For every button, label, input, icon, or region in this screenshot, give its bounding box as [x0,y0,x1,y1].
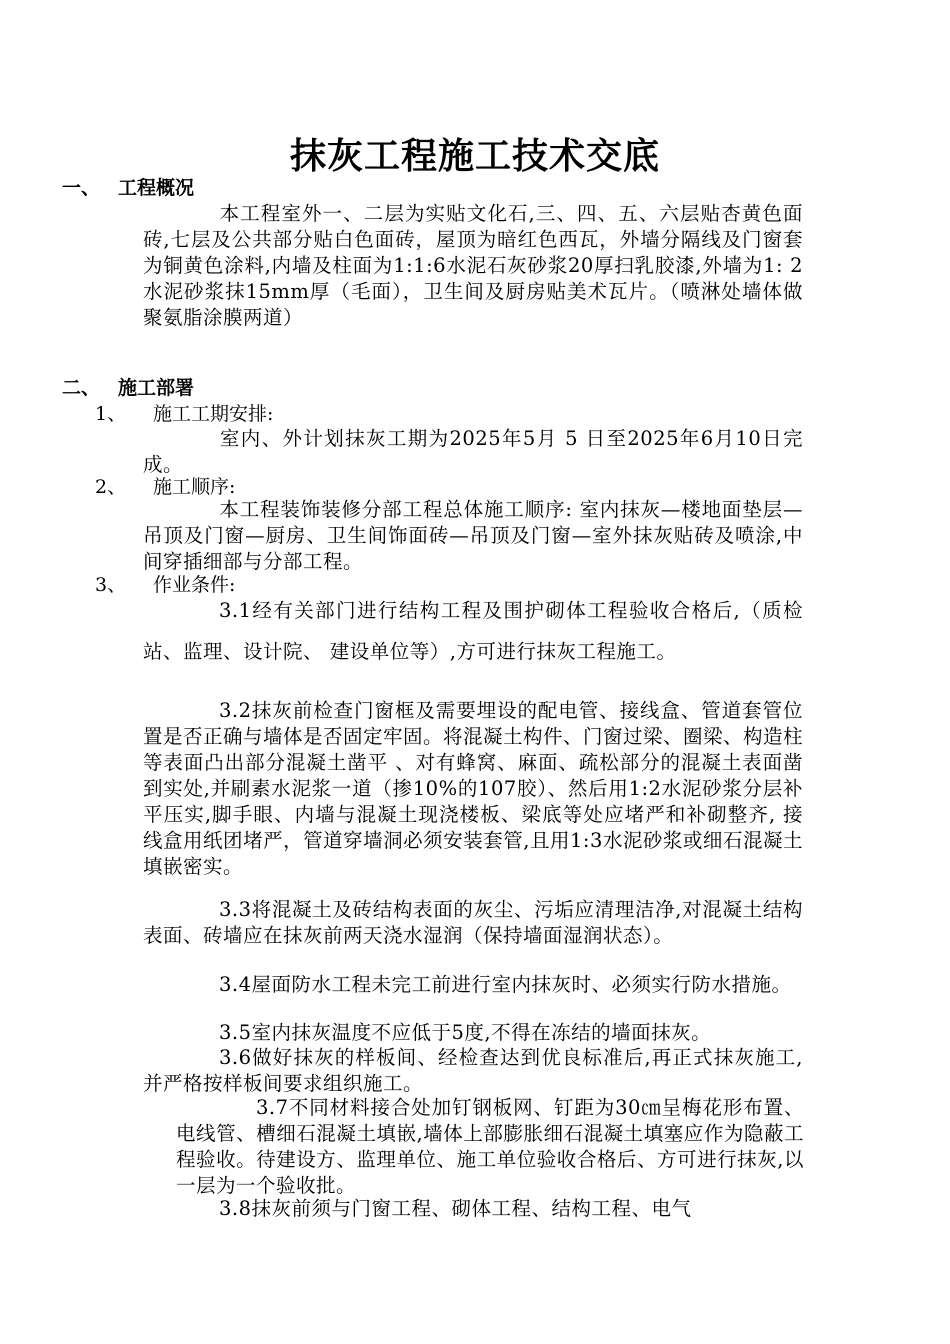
sequence-paragraph [143,497,803,575]
section-heading-overview [62,176,194,200]
item-label: 施工顺序: [153,476,236,498]
section-heading-deployment [62,376,194,400]
schedule-paragraph [143,426,803,478]
sequence-text: 本工程装饰装修分部工程总体施工顺序: 室内抹灰—楼地面垫层—吊顶及门窗—厨房、卫生间饰面砖—吊顶及门窗—室外抹灰贴砖及喷涂,中间穿插细部与分部工程。 [143,498,803,573]
condition-text: 3.5室内抹灰温度不应低于5度,不得在冻结的墙面抹灰。 [219,1021,712,1044]
item-schedule [95,402,273,426]
condition-3-7 [176,1095,804,1199]
overview-text: 本工程室外一、二层为实贴文化石,三、四、五、六层贴杏黄色面砖,七层及公共部分贴白色面砖，屋顶为暗红色西瓦，外墙分隔线及门窗套为铜黄色涂料,内墙及柱面为1:1:6水泥石灰砂浆20厚扫乳胶漆,外墙为1: 2水泥砂浆抹15mm厚（毛面），卫生间及厨房贴美术瓦片。（喷淋处墙体做聚氨脂涂膜两道） [143,202,803,329]
condition-3-6 [143,1045,803,1097]
item-number: 1、 [95,403,127,425]
condition-text: 3.7不同材料接合处加钉钢板网、钉距为30㎝呈梅花形布置、电线管、槽细石混凝土填嵌,墙体上部膨胀细石混凝土填塞应作为隐蔽工程验收。待建设方、监理单位、施工单位验收合格后、方可进行抹灰,以一层为一个验收批。 [176,1096,804,1197]
condition-3-3 [143,897,803,949]
condition-text: 3.3将混凝土及砖结构表面的灰尘、污垢应清理洁净,对混凝土结构表面、砖墙应在抹灰前两天浇水湿润（保持墙面湿润状态）。 [143,898,803,947]
condition-3-2 [143,698,803,880]
schedule-text: 室内、外计划抹灰工期为2025年5月 5 日至2025年6月10日完成。 [143,427,803,476]
condition-3-1 [143,590,803,672]
section-title: 工程概况 [118,177,195,199]
condition-text: 3.4屋面防水工程未完工前进行室内抹灰时、必须实行防水措施。 [219,973,792,996]
condition-3-4 [143,972,803,998]
section-number: 一、 [62,177,101,199]
section-number: 二、 [62,377,101,399]
condition-text: 3.6做好抹灰的样板间、经检查达到优良标准后,再正式抹灰施工,并严格按样板间要求组织施工。 [143,1046,803,1095]
section-title: 施工部署 [118,377,195,399]
item-label: 作业条件: [153,574,236,596]
item-label: 施工工期安排: [153,403,274,425]
condition-3-8 [143,1196,803,1222]
document-title: 抹灰工程施工技术交底 [289,135,660,177]
condition-text: 3.2抹灰前检查门窗框及需要埋设的配电管、接线盒、管道套管位置是否正确与墙体是否固定牢固。将混凝土构件、门窗过梁、圈梁、构造柱等表面凸出部分混凝土凿平 、对有蜂窝、麻面、疏松部分的混凝土表面凿到实处,并刷素水泥浆一道（掺10%的107胶）、然后用1:2水泥砂浆分层补平压实,脚手眼、内墙与混凝土现浇楼板、梁底等处应堵严和补砌整齐, 接线盒用纸团堵严，管道穿墙洞必须安装套管,且用1:3水泥砂浆或细石混凝土填嵌密实。 [143,699,804,878]
condition-text: 3.1经有关部门进行结构工程及围护砌体工程验收合格后,（质检站、监理、设计院、 建设单位等）,方可进行抹灰工程施工。 [143,599,803,663]
item-number: 3、 [95,574,127,596]
overview-paragraph [143,201,803,331]
item-number: 2、 [95,476,127,498]
condition-text: 3.8抹灰前须与门窗工程、砌体工程、结构工程、电气 [219,1197,692,1220]
condition-3-5 [143,1020,803,1046]
item-sequence [95,475,235,499]
